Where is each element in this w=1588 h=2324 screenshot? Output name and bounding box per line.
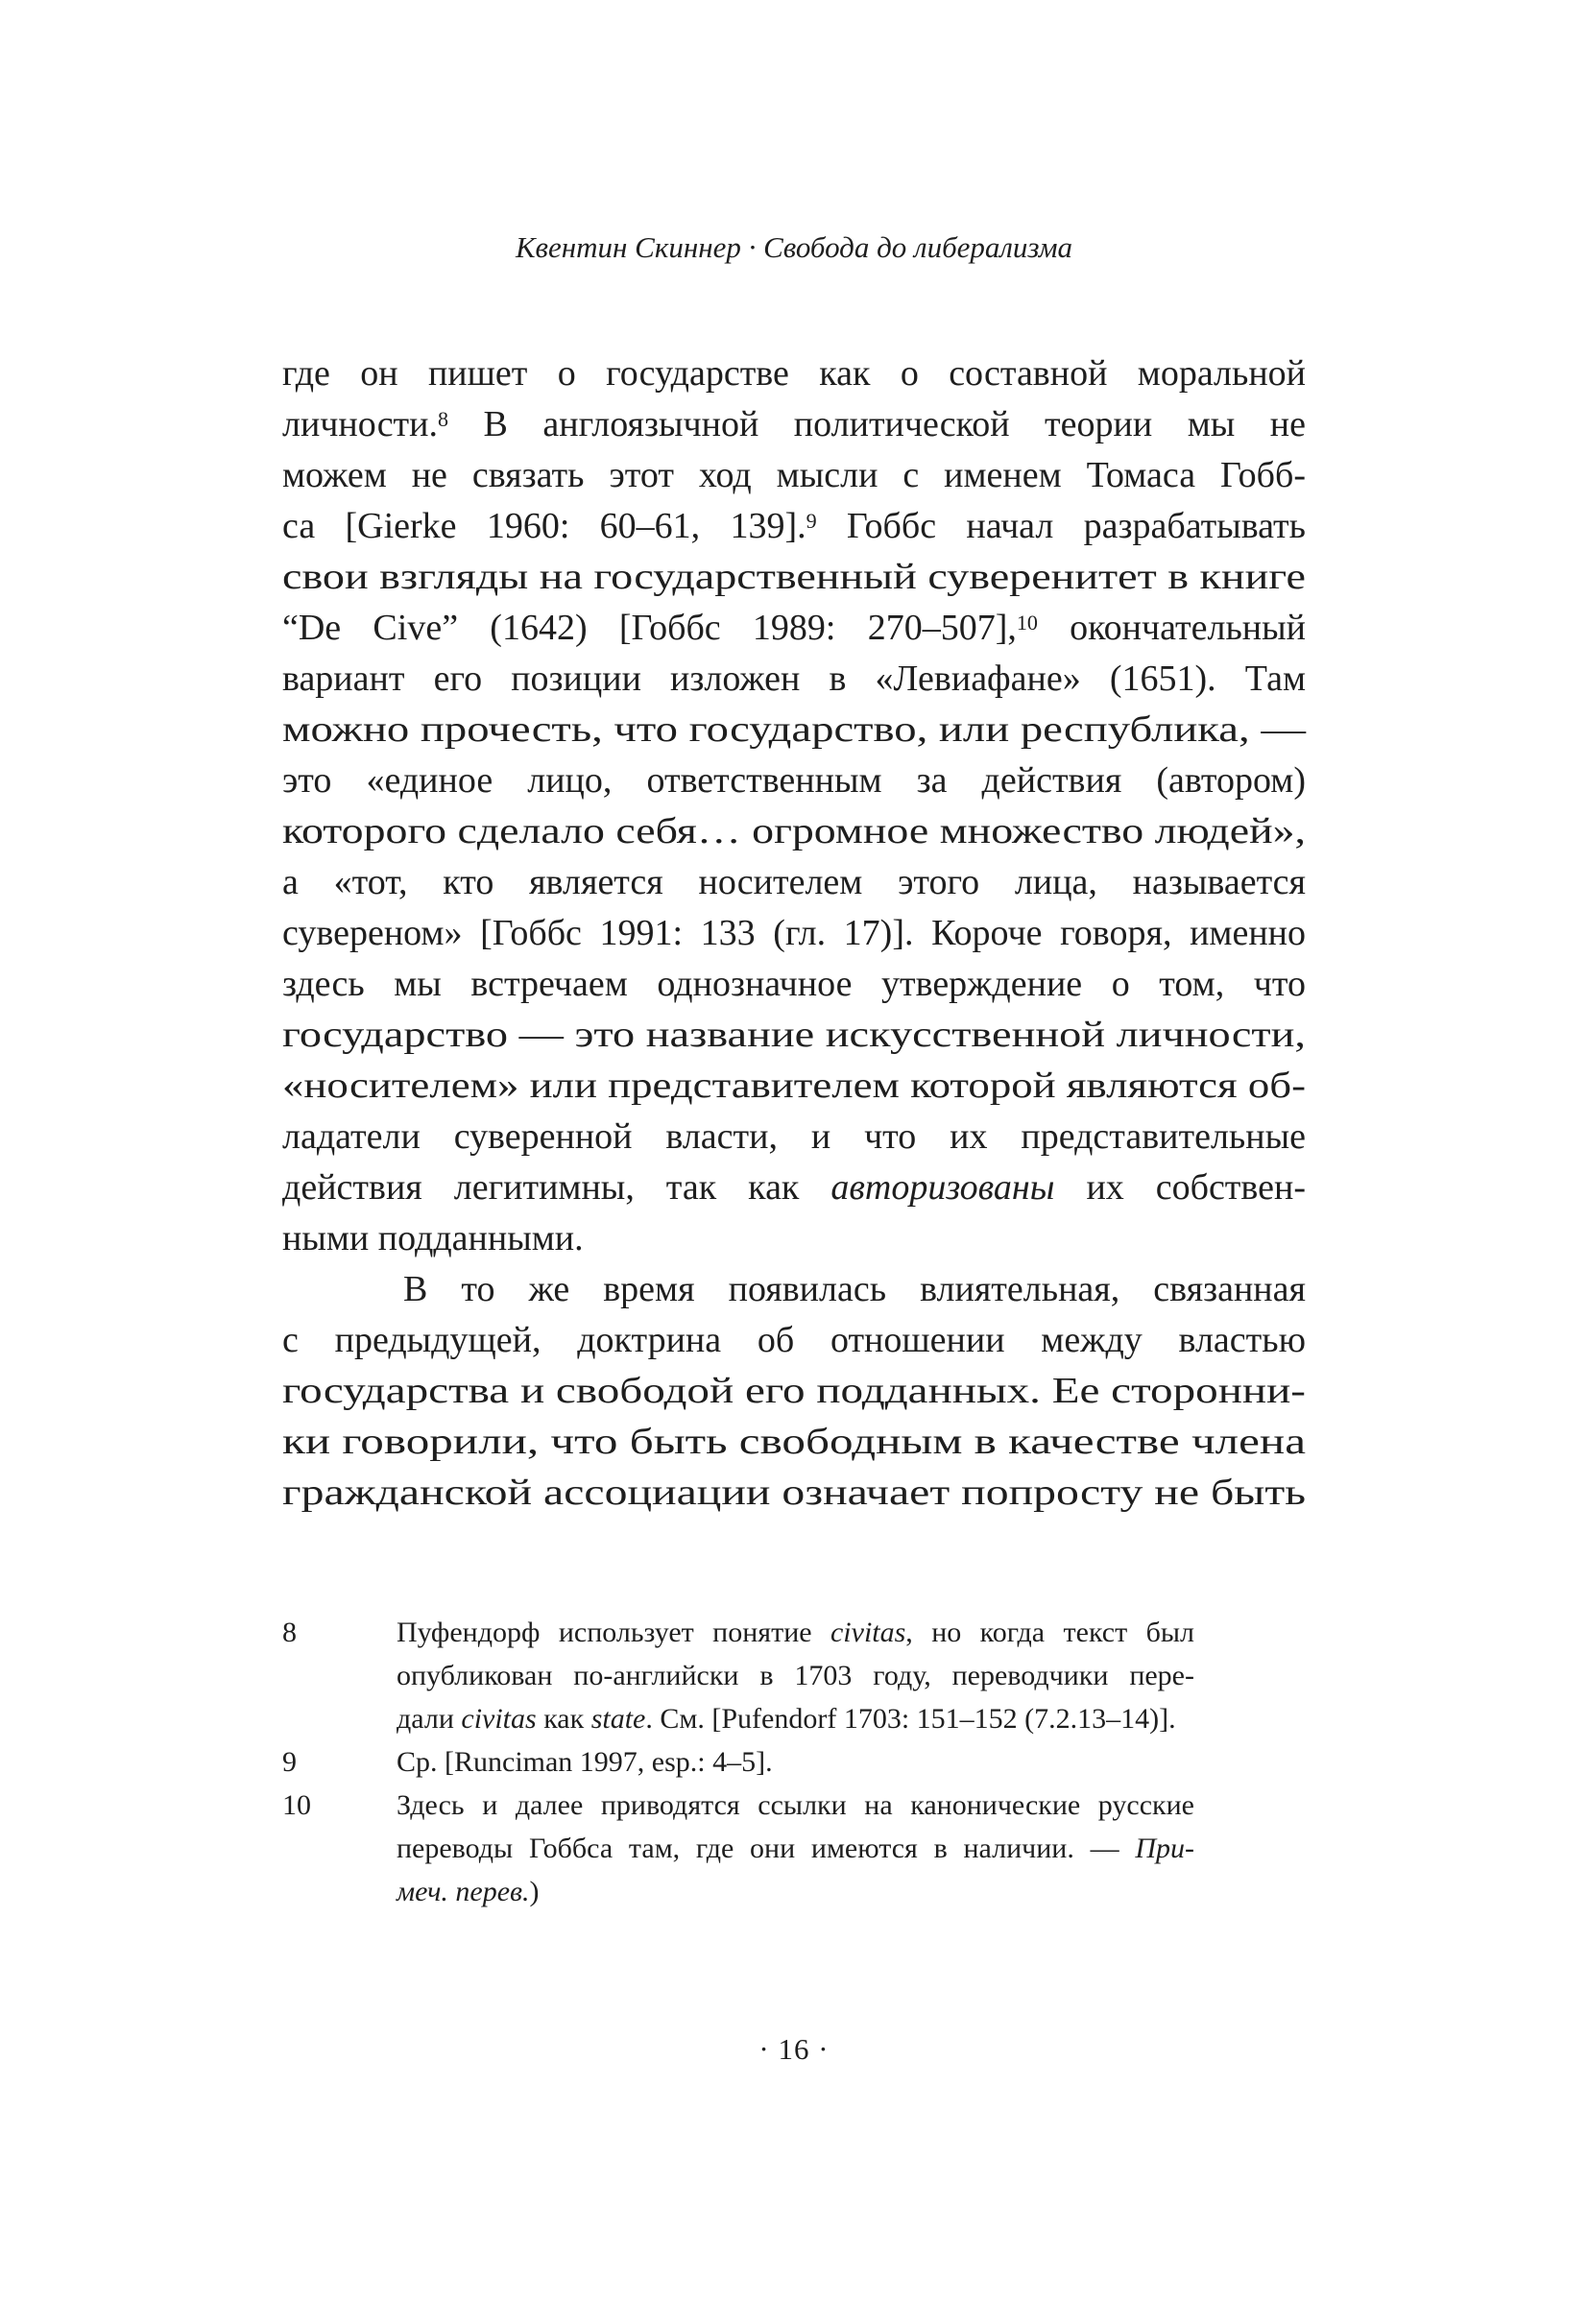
text-run: это «единое лицо, ответственным за действия (автором)	[282, 760, 1306, 801]
text-run: где он пишет о государстве как о составной моральной	[282, 353, 1306, 394]
text-run: Пуфендорф использует понятие	[397, 1617, 830, 1648]
line-content	[282, 857, 1306, 908]
footnote-ref: 9	[806, 509, 817, 534]
text-run: ладатели суверенной власти, и что их представительные	[282, 1116, 1306, 1157]
footnote-text	[397, 1611, 1194, 1740]
footnote-ref: 8	[438, 407, 449, 432]
body-line	[282, 755, 1306, 806]
italic-text: авторизованы	[830, 1167, 1055, 1208]
line-content	[282, 705, 1306, 755]
body-line	[282, 1417, 1306, 1468]
line-content	[282, 1162, 1306, 1213]
line-content	[282, 1112, 1306, 1162]
line-content	[397, 1784, 1194, 1827]
footnote-line	[397, 1697, 1194, 1740]
italic-text: меч. перев.	[397, 1876, 530, 1907]
footnote-line	[397, 1870, 1194, 1913]
text-run: здесь мы встречаем однозначное утверждение о том, что	[282, 964, 1306, 1004]
line-content	[282, 755, 1306, 806]
text-run: «носителем» или представителем которой являются об-	[282, 1066, 1306, 1106]
footnote-line	[397, 1827, 1194, 1870]
text-run: В англоязычной политической теории мы не	[448, 404, 1306, 444]
line-content	[282, 806, 1306, 857]
footnote-number: 9	[282, 1746, 297, 1778]
footnote-line	[397, 1740, 1194, 1784]
text-run: Здесь и далее приводятся ссылки на канонические русские	[397, 1789, 1194, 1821]
body-line	[282, 1061, 1306, 1112]
body-line	[282, 1264, 1306, 1315]
italic-text: state	[590, 1703, 646, 1735]
text-run: окончательный	[1037, 608, 1306, 648]
body-line	[282, 857, 1306, 908]
body-line	[282, 908, 1306, 959]
text-run: , но когда текст был	[905, 1617, 1194, 1648]
footnote-line	[397, 1654, 1194, 1697]
footnote-number: 8	[282, 1617, 297, 1648]
line-content	[282, 552, 1306, 603]
body-line	[282, 501, 1306, 552]
text-run: са [Gierke 1960: 60–61, 139].	[282, 506, 806, 546]
body-line	[282, 1213, 1306, 1264]
text-run: сувереном» [Гоббс 1991: 133 (гл. 17)]. Короче говоря, именно	[282, 913, 1306, 953]
body-line	[282, 603, 1306, 654]
line-content	[282, 959, 1306, 1010]
line-content	[282, 654, 1306, 705]
body-line	[282, 959, 1306, 1010]
text-run: переводы Гоббса там, где они имеются в наличии. —	[397, 1833, 1136, 1864]
text-run: которого сделало себя… огромное множество людей»,	[282, 811, 1306, 851]
running-header: Квентин Скиннер · Свобода до либерализма	[515, 230, 1073, 264]
line-content	[397, 1870, 540, 1913]
line-content	[397, 1740, 773, 1784]
text-run: . См. [Pufendorf 1703: 151–152 (7.2.13–14)].	[645, 1703, 1176, 1735]
line-content	[282, 450, 1306, 501]
body-text	[282, 348, 1306, 1519]
line-content	[403, 1264, 1306, 1315]
line-content	[397, 1654, 1194, 1697]
line-content	[282, 908, 1306, 959]
footnote-number: 10	[282, 1789, 311, 1821]
text-run: дали	[397, 1703, 462, 1735]
page-number: · 16 ·	[758, 2032, 830, 2066]
body-line	[282, 1468, 1306, 1519]
body-line	[282, 1162, 1306, 1213]
line-content	[282, 1468, 1306, 1519]
body-line	[282, 1315, 1306, 1366]
footnote-line	[397, 1611, 1194, 1654]
line-content	[397, 1827, 1194, 1870]
body-line	[282, 1112, 1306, 1162]
text-run: а «тот, кто является носителем этого лица, называется	[282, 862, 1306, 902]
text-run: Ср. [Runciman 1997, esp.: 4–5].	[397, 1746, 773, 1778]
line-content	[282, 603, 1306, 654]
line-content	[282, 1366, 1306, 1417]
line-content	[397, 1697, 1176, 1740]
text-run: можно прочесть, что государство, или республика, —	[282, 709, 1306, 750]
body-line	[282, 450, 1306, 501]
text-run: вариант его позиции изложен в «Левиафане» (1651). Там	[282, 659, 1306, 699]
text-run: “De Cive” (1642) [Гоббс 1989: 270–507],	[282, 608, 1017, 648]
italic-text: При-	[1135, 1833, 1194, 1864]
footnote-text	[397, 1740, 1194, 1784]
text-run: В то же время появилась влиятельная, связанная	[403, 1269, 1306, 1309]
text-run: свои взгляды на государственный суверенитет в книге	[282, 557, 1306, 597]
text-run: как	[536, 1703, 591, 1735]
line-content	[397, 1611, 1194, 1654]
text-run: можем не связать этот ход мысли с именем Томаса Гобб-	[282, 455, 1306, 495]
text-run: ными подданными.	[282, 1218, 584, 1258]
line-content	[282, 348, 1306, 399]
text-run: государство — это название искусственной личности,	[282, 1015, 1306, 1055]
line-content	[282, 501, 1306, 552]
line-content	[282, 1417, 1306, 1468]
body-line	[282, 348, 1306, 399]
body-line	[282, 1010, 1306, 1061]
footnote-line	[397, 1784, 1194, 1827]
footnote-item	[282, 1784, 1306, 1913]
text-run: опубликован по-английски в 1703 году, переводчики пере-	[397, 1660, 1194, 1691]
line-content	[282, 1315, 1306, 1366]
text-run: )	[529, 1876, 540, 1907]
body-line	[282, 806, 1306, 857]
text-run: государства и свободой его подданных. Ее сторонни-	[282, 1371, 1306, 1411]
body-line	[282, 552, 1306, 603]
text-run: гражданской ассоциации означает попросту не быть	[282, 1473, 1306, 1513]
body-line	[282, 705, 1306, 755]
text-run: Гоббс начал разрабатывать	[816, 506, 1306, 546]
line-content	[282, 1213, 584, 1264]
line-content	[282, 1010, 1306, 1061]
text-run: ки говорили, что быть свободным в качестве члена	[282, 1422, 1306, 1462]
footnote-text	[397, 1784, 1194, 1913]
footnote-item	[282, 1611, 1306, 1740]
italic-text: civitas	[830, 1617, 906, 1648]
footnote-section	[282, 1611, 1306, 1913]
footnote-item	[282, 1740, 1306, 1784]
italic-text: civitas	[461, 1703, 537, 1735]
line-content	[282, 1061, 1306, 1112]
body-line	[282, 1366, 1306, 1417]
body-line	[282, 399, 1306, 450]
body-line	[282, 654, 1306, 705]
text-run: с предыдущей, доктрина об отношении между властью	[282, 1320, 1306, 1360]
footnote-ref: 10	[1016, 611, 1038, 635]
text-run: их собствен-	[1054, 1167, 1306, 1208]
text-run: личности.	[282, 404, 439, 444]
line-content	[282, 399, 1306, 450]
text-run: действия легитимны, так как	[282, 1167, 831, 1208]
